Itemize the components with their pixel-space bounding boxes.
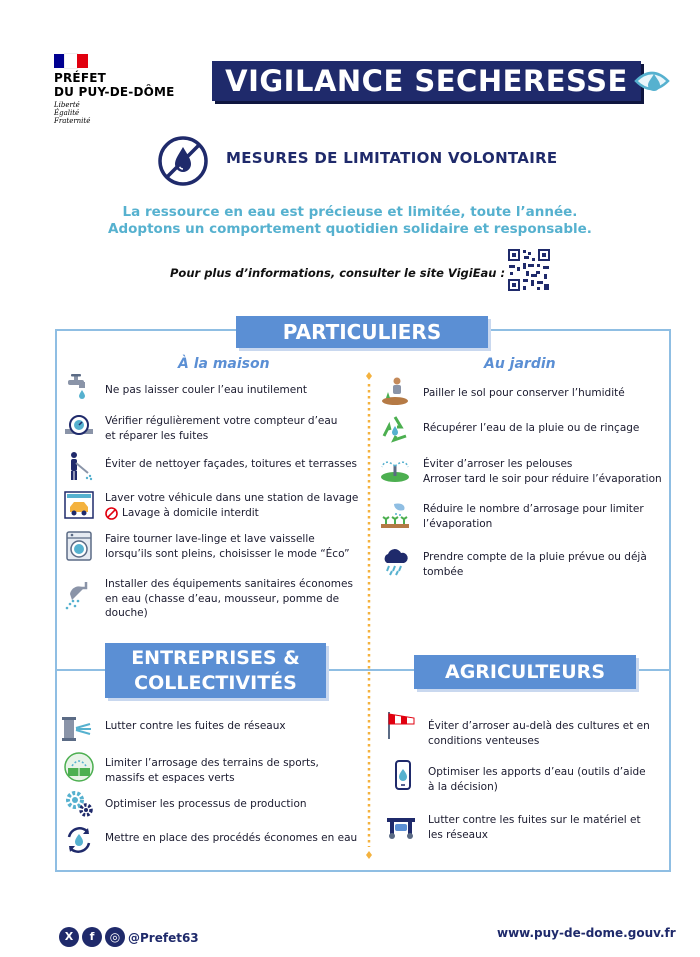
plants-watering-icon bbox=[380, 500, 410, 530]
prefecture-line1: PRÉFET bbox=[54, 71, 107, 85]
list-item: Optimiser les apports d’eau (outils d’aide à la décision) bbox=[428, 766, 646, 793]
intro-line-2: Adoptons un comportement quotidien solidaire et responsable. bbox=[108, 221, 592, 237]
sprinkler-icon bbox=[380, 453, 410, 483]
measures-subtitle: MESURES DE LIMITATION VOLONTAIRE bbox=[226, 149, 558, 167]
social-handle[interactable]: @Prefet63 bbox=[128, 931, 199, 945]
shower-icon bbox=[64, 580, 94, 610]
x-icon[interactable]: X bbox=[59, 927, 79, 947]
instagram-icon[interactable]: ◎ bbox=[105, 927, 125, 947]
rain-cloud-icon bbox=[380, 546, 410, 576]
entreprises-title-line2: COLLECTIVITÉS bbox=[134, 672, 297, 694]
intro-line-1: La ressource en eau est précieuse et limitée, toute l’année. bbox=[122, 204, 578, 220]
list-item: Pailler le sol pour conserver l’humidité bbox=[423, 387, 625, 399]
particuliers-banner bbox=[236, 316, 488, 348]
website-link[interactable]: www.puy-de-dome.gouv.fr bbox=[497, 926, 676, 940]
jardin-heading: Au jardin bbox=[484, 356, 556, 372]
facebook-icon[interactable]: f bbox=[82, 927, 102, 947]
prefecture-line2: DU PUY-DE-DÔME bbox=[54, 85, 175, 99]
water-drop-icon bbox=[632, 61, 672, 101]
tap-icon bbox=[64, 372, 94, 402]
pressure-washer-icon bbox=[64, 451, 94, 481]
car-wash-icon bbox=[64, 490, 94, 520]
recycle-water-icon bbox=[380, 414, 410, 444]
page-title: VIGILANCE SECHERESSE bbox=[212, 61, 641, 101]
marianne-flag-logo bbox=[54, 54, 88, 68]
list-item: Prendre compte de la pluie prévue ou déjà tombée bbox=[423, 551, 647, 578]
list-item: Lutter contre les fuites de réseaux bbox=[105, 720, 286, 732]
list-item: Récupérer l’eau de la pluie ou de rinçage bbox=[423, 422, 640, 434]
list-item: Éviter de nettoyer façades, toitures et terrasses bbox=[105, 458, 357, 470]
list-item: Ne pas laisser couler l’eau inutilement bbox=[105, 384, 308, 396]
list-item: Installer des équipements sanitaires économes en eau (chasse d’eau, mousseur, pomme de douche) bbox=[105, 578, 353, 619]
entreprises-title-line1: ENTREPRISES & bbox=[131, 647, 300, 669]
qr-code[interactable] bbox=[507, 248, 551, 292]
pipe-leak-icon bbox=[62, 713, 92, 743]
vigieau-info: Pour plus d’informations, consulter le site VigiEau : bbox=[170, 266, 506, 280]
prefecture-name bbox=[54, 71, 175, 99]
list-item: Lutter contre les fuites sur le matériel et les réseaux bbox=[428, 814, 641, 841]
motto-egalite: Égalité bbox=[54, 109, 80, 117]
dotted-divider bbox=[366, 372, 372, 859]
sports-field-icon bbox=[64, 752, 94, 782]
agriculteurs-banner bbox=[414, 655, 636, 689]
gears-icon bbox=[64, 789, 94, 819]
list-item: Vérifier régulièrement votre compteur d’eau et réparer les fuites bbox=[105, 415, 338, 442]
list-item: Optimiser les processus de production bbox=[105, 798, 307, 810]
motto-liberte: Liberté bbox=[54, 101, 80, 109]
particuliers-title: PARTICULIERS bbox=[282, 320, 442, 344]
irrigation-machine-icon bbox=[386, 812, 416, 842]
washing-machine-icon bbox=[64, 531, 94, 561]
list-item: Faire tourner lave-linge et lave vaisselle lorsqu’ils sont pleins, choisisser le mode “Éco” bbox=[105, 533, 350, 560]
motto-fraternite: Fraternité bbox=[54, 117, 91, 125]
entreprises-banner bbox=[105, 643, 326, 698]
agriculteurs-title: AGRICULTEURS bbox=[444, 661, 605, 683]
water-meter-icon bbox=[64, 412, 94, 442]
maison-heading: À la maison bbox=[178, 356, 270, 372]
list-item: Laver votre véhicule dans une station de lavage Lavage à domicile interdit bbox=[105, 492, 359, 519]
list-item: Réduire le nombre d’arrosage pour limiter l’évaporation bbox=[423, 503, 644, 530]
water-cycle-icon bbox=[64, 825, 94, 855]
list-item: Éviter d’arroser les pelouses Arroser tard le soir pour réduire l’évaporation bbox=[423, 458, 662, 485]
list-item: Limiter l’arrosage des terrains de sports, massifs et espaces verts bbox=[105, 757, 319, 784]
forbidden-icon bbox=[105, 507, 118, 520]
republic-motto bbox=[54, 101, 90, 125]
no-water-icon bbox=[157, 135, 209, 187]
list-item: Éviter d’arroser au-delà des cultures et en conditions venteuses bbox=[428, 720, 650, 747]
phone-water-icon bbox=[388, 760, 418, 790]
list-item: Mettre en place des procédés économes en eau bbox=[105, 832, 358, 844]
windsock-icon bbox=[386, 710, 416, 740]
mulch-icon bbox=[380, 376, 410, 406]
